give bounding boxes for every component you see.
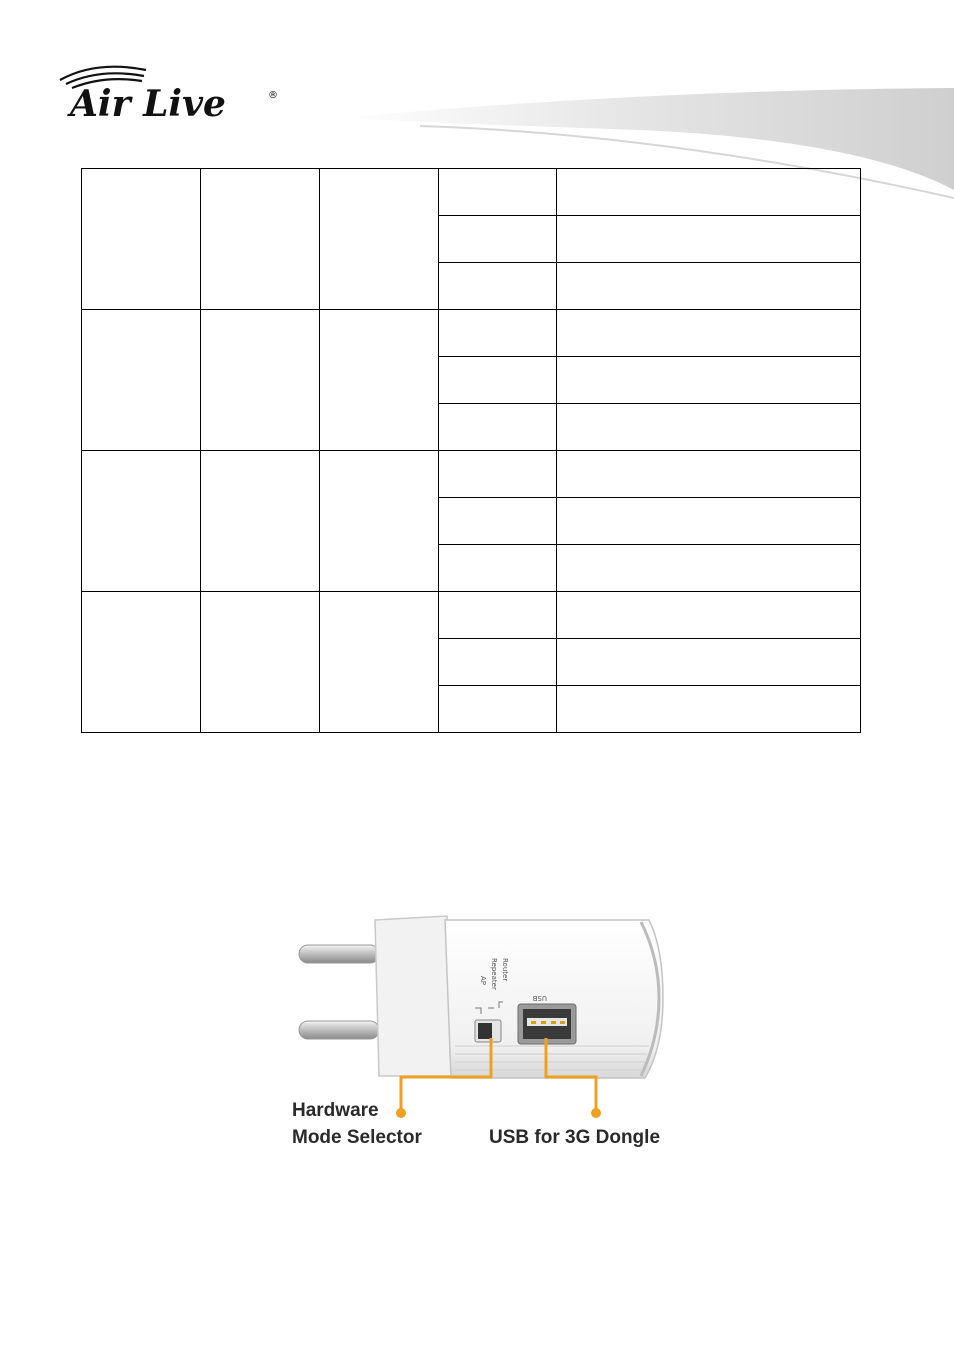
table-cell [320,310,439,451]
table-cell [557,310,861,357]
mode-selector-switch-icon [475,1020,501,1042]
caption-line-1: Hardware [292,1100,379,1121]
table-cell [320,592,439,733]
table-cell [557,545,861,592]
table-cell [201,592,320,733]
repeater-label: Repeater [490,958,498,990]
table-cell [320,169,439,310]
spec-table [81,168,861,733]
table-row [82,169,861,216]
table-cell [439,686,557,733]
callout-dot-usb [591,1108,601,1118]
table-cell [557,451,861,498]
table-cell [439,404,557,451]
table-cell [557,498,861,545]
table-cell [82,451,201,592]
table-cell [557,639,861,686]
table-cell [82,592,201,733]
table-cell [201,169,320,310]
table-cell [557,169,861,216]
hardware-mode-selector-caption [292,1097,422,1151]
table-cell [439,310,557,357]
table-cell [439,545,557,592]
table-cell [201,310,320,451]
table-cell [320,451,439,592]
ap-label: AP [479,976,487,986]
table-cell [82,169,201,310]
table-cell [439,592,557,639]
table-cell [557,263,861,310]
table-cell [557,357,861,404]
table-cell [439,357,557,404]
plug-pins-icon [299,945,379,1039]
table-cell [439,216,557,263]
table-row [82,451,861,498]
usb-port-label: USB [532,994,547,1002]
table-cell [82,310,201,451]
table-cell [439,451,557,498]
router-label: Router [501,958,509,982]
table-cell [557,592,861,639]
logo-wordmark: Air Live [70,83,226,125]
usb-dongle-caption: USB for 3G Dongle [489,1127,661,1148]
table-cell [557,216,861,263]
table-row [82,310,861,357]
table-cell [439,498,557,545]
table-cell [439,169,557,216]
table-row [82,592,861,639]
registered-mark: ® [268,90,278,101]
table-cell [439,263,557,310]
table-cell [557,686,861,733]
airlive-logo [56,58,286,130]
caption-line-2: Mode Selector [292,1127,422,1148]
table-cell [557,404,861,451]
table-cell [201,451,320,592]
table-cell [439,639,557,686]
